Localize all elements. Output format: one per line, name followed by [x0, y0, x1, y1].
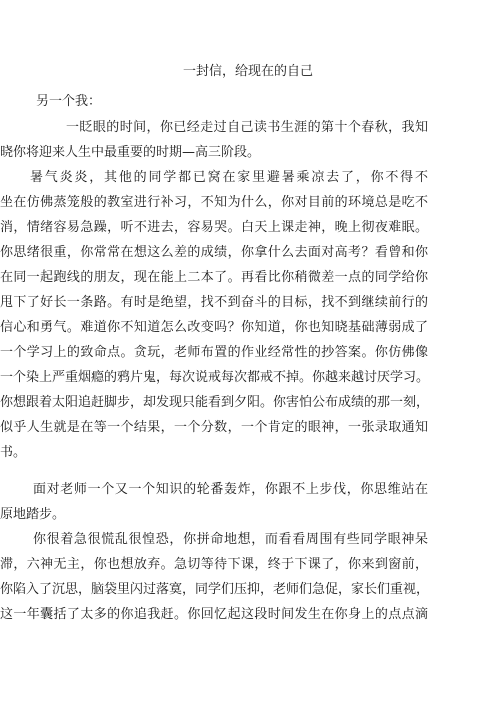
body-line: 滞，六神无主，你也想放弃。急切等待下课，终于下课了，你来到窗前，: [0, 557, 428, 572]
body-line: 一个学习上的致命点。贪玩，老师布置的作业经常性的抄答案。你仿佛像: [0, 345, 428, 360]
letter-title: 一封信，给现在的自己: [182, 64, 313, 79]
body-line: 另一个我：: [36, 94, 102, 109]
body-line: 坐在仿佛蒸笼般的教室进行补习，不知为什么，你对目前的环境总是吃不: [0, 195, 428, 210]
body-line: 暑气炎炎，其他的同学都已窝在家里避暑乘凉去了，你不得不: [30, 170, 428, 185]
body-line: 面对老师一个又一个知识的轮番轰炸，你跟不上步伐，你思维站在: [33, 482, 428, 497]
body-line: 你想跟着太阳追赶脚步，却发现只能看到夕阳。你害怕公布成绩的那一刻，: [0, 395, 430, 410]
body-line: 晓你将迎来人生中最重要的时期—高三阶段。: [0, 145, 261, 160]
body-line: 一个染上严重烟瘾的鸦片鬼，每次说戒每次都戒不掉。你越来越讨厌学习。: [0, 370, 430, 385]
body-line: 甩下了好长一条路。有时是绝望，找不到奋斗的目标，找不到继续前行的: [0, 295, 428, 310]
body-line: 这一年囊括了太多的你追我赶。你回忆起这段时间发生在你身上的点点滴: [0, 607, 428, 622]
body-line: 你很着急很慌乱很惶恐，你拼命地想，而看看周围有些同学眼神呆: [33, 532, 428, 547]
body-line: 你思绪很重，你常常在想这么差的成绩，你拿什么去面对高考？看曾和你: [0, 245, 428, 260]
body-line: 在同一起跑线的朋友，现在能上二本了。再看比你稍微差一点的同学给你: [0, 270, 428, 285]
body-line: 消，情绪容易急躁，听不进去，容易哭。白天上课走神，晚上彻夜难眠。: [0, 220, 428, 235]
body-line: 一眨眼的时间，你已经走过自己读书生涯的第十个春秋，我知: [66, 120, 428, 135]
body-line: 信心和勇气。难道你不知道怎么改变吗？你知道，你也知晓基础薄弱成了: [0, 320, 428, 335]
body-line: 书。: [0, 445, 27, 460]
body-line: 原地踏步。: [0, 507, 66, 522]
body-line: 似乎人生就是在等一个结果，一个分数，一个肯定的眼神，一张录取通知: [0, 420, 428, 435]
body-line: 你陷入了沉思，脑袋里闪过落寞，同学们压抑，老师们急促，家长们重视，: [0, 582, 430, 597]
